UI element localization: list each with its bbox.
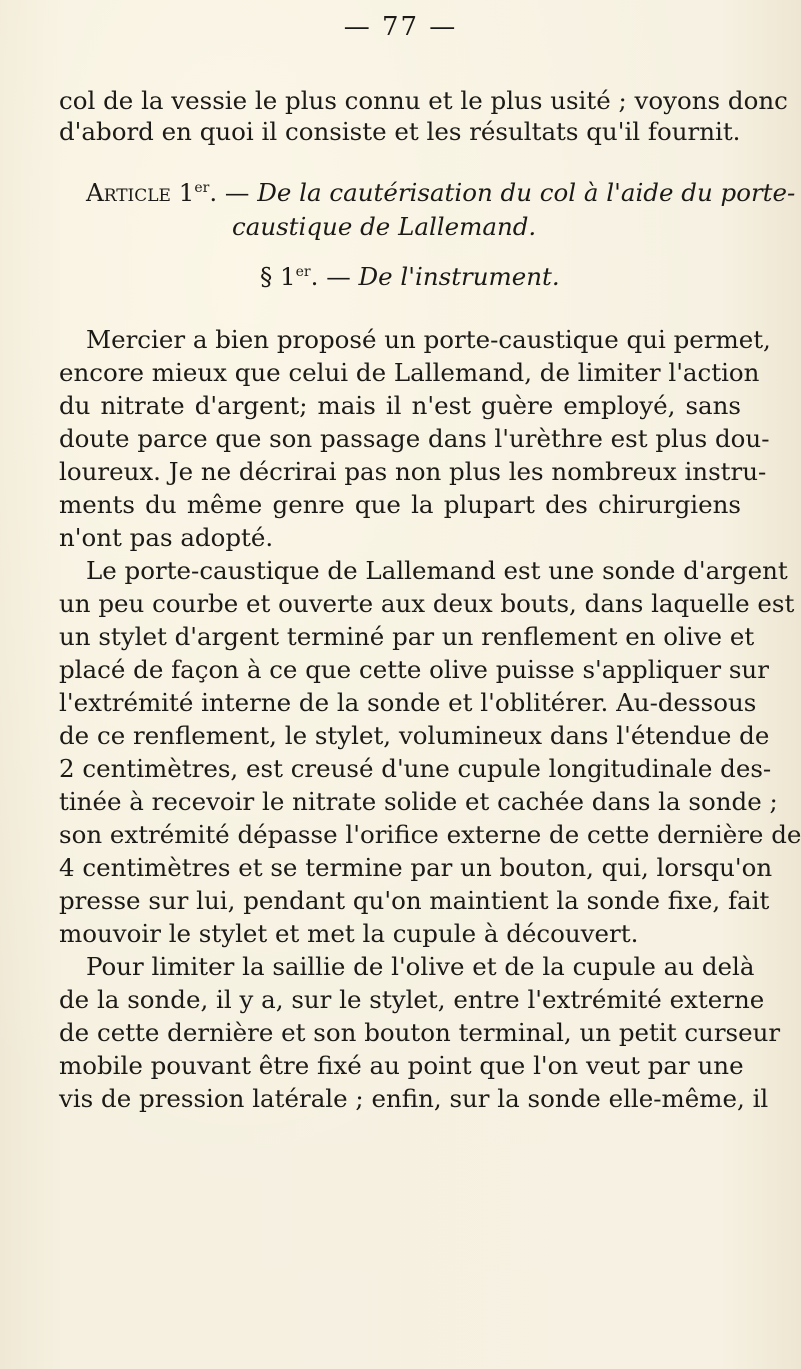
text-line: de cette dernière et son bouton terminal, un petit curseur: [59, 1018, 781, 1047]
article-number: 1: [178, 178, 195, 207]
text-line: mobile pouvant être fixé au point que l'on veut par une: [59, 1051, 744, 1080]
section-number-suffix: er: [295, 264, 311, 280]
text-line: col de la vessie le plus connu et le plus usité ; voyons donc: [59, 86, 788, 115]
text-line: n'ont pas adopté.: [59, 523, 274, 552]
text-line: un stylet d'argent terminé par un renflement en olive et: [59, 622, 755, 651]
text-line: l'extrémité interne de la sonde et l'oblitérer. Au-dessous: [59, 688, 757, 717]
text-line: placé de façon à ce que cette olive puisse s'appliquer sur: [59, 655, 769, 684]
section-heading: [260, 262, 560, 292]
article-title-continued: caustique de Lallemand.: [232, 212, 537, 241]
text-line: loureux. Je ne décrirai pas non plus les nombreux instru-: [59, 457, 767, 486]
article-heading-continued: [232, 212, 536, 242]
article-separator: . —: [209, 178, 250, 207]
section-number: 1: [280, 262, 296, 291]
text-line: encore mieux que celui de Lallemand, de limiter l'action: [59, 358, 760, 387]
text-line: de la sonde, il y a, sur le stylet, entre l'extrémité externe: [59, 985, 765, 1014]
page-number: — 77 —: [343, 12, 458, 42]
article-label: Article: [86, 178, 171, 207]
text-line: 2 centimètres, est creusé d'une cupule longitudinale des-: [59, 754, 772, 783]
text-line: vis de pression latérale ; enfin, sur la sonde elle-même, il: [59, 1084, 769, 1113]
article-title: De la cautérisation du col à l'aide du porte-: [257, 178, 796, 207]
article-number-suffix: er: [194, 180, 210, 196]
text-line: Pour limiter la saillie de l'olive et de la cupule au delà: [86, 952, 755, 981]
text-line: Le porte-caustique de Lallemand est une sonde d'argent: [86, 556, 788, 585]
article-heading: [86, 178, 795, 208]
text-line: un peu courbe et ouverte aux deux bouts, dans laquelle est: [59, 589, 795, 618]
section-title: De l'instrument.: [358, 262, 560, 291]
text-line: mouvoir le stylet et met la cupule à découvert.: [59, 919, 639, 948]
text-line: tinée à recevoir le nitrate solide et cachée dans la sonde ;: [59, 787, 778, 816]
text-line: son extrémité dépasse l'orifice externe de cette dernière de: [59, 820, 801, 849]
text-line: Mercier a bien proposé un porte-caustique qui permet,: [86, 325, 771, 354]
text-line: presse sur lui, pendant qu'on maintient la sonde fixe, fait: [59, 886, 770, 915]
text-line: de ce renflement, le stylet, volumineux dans l'étendue de: [59, 721, 770, 750]
text-line: doute parce que son passage dans l'urèthre est plus dou-: [59, 424, 770, 453]
text-line: ments du même genre que la plupart des chirurgiens: [59, 490, 741, 519]
text-line: 4 centimètres et se termine par un bouton, qui, lorsqu'on: [59, 853, 773, 882]
section-sign: §: [260, 262, 273, 291]
section-separator: . —: [310, 262, 351, 291]
text-line: du nitrate d'argent; mais il n'est guère employé, sans: [59, 391, 741, 420]
text-line: d'abord en quoi il consiste et les résultats qu'il fournit.: [59, 117, 741, 146]
